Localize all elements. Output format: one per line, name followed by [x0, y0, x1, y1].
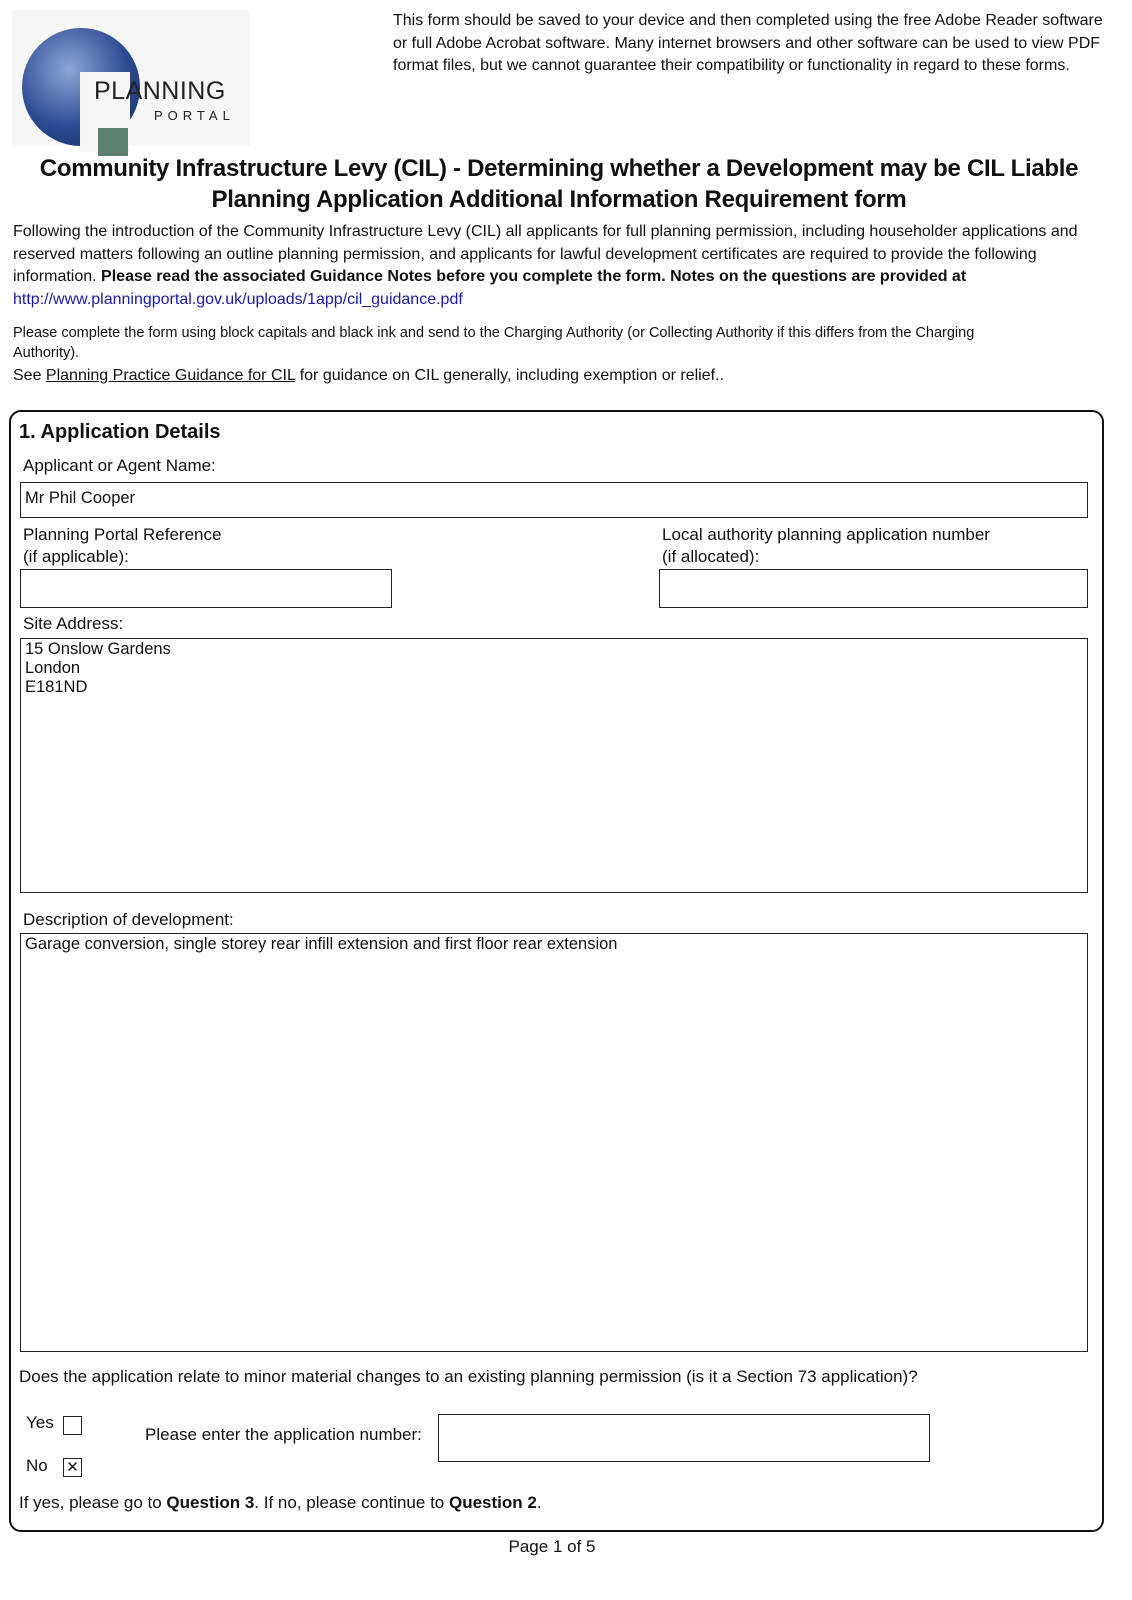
pp-reference-label: Planning Portal Reference (if applicable): [23, 525, 222, 566]
intro-text: Following the introduction of the Community Infrastructure Levy (CIL) all applicants for full planning permission, including householder applications and reserved matters following an outline planning permission, and applicants for lawful development certificates are required to provide the following information. [13, 223, 1078, 285]
software-notice: This form should be saved to your device and then completed using the free Adobe Reader software or full Adobe Acrobat software. Many internet browsers and other software can be used to view PDF format files, but we cannot guarantee their compatibility or functionality in regard to these forms. [393, 12, 1103, 74]
note-c: . If no, please continue to [254, 1493, 449, 1512]
section73-question: Does the application relate to minor material changes to an existing planning permission (is it a Section 73 application)? [19, 1367, 918, 1386]
no-label: No [26, 1456, 48, 1475]
description-label: Description of development: [23, 910, 234, 929]
applicant-label: Applicant or Agent Name: [23, 456, 216, 475]
yes-checkbox[interactable] [63, 1416, 82, 1435]
app-number-input[interactable] [438, 1414, 930, 1462]
see-guidance [13, 365, 1105, 388]
note-e: . [536, 1493, 542, 1512]
instructions: Please complete the form using block capitals and black ink and send to the Charging Authority (or Collecting Authority if this differs from the Charging Authority). [13, 325, 975, 361]
section-heading: 1. Application Details [19, 421, 221, 443]
note-a: If yes, please go to [19, 1493, 167, 1512]
form-title: Community Infrastructure Levy (CIL) - Determining whether a Development may be CIL Liable [39, 155, 1079, 182]
see-prefix: See [13, 367, 46, 384]
intro-paragraph [13, 221, 1105, 311]
logo-subtext: PORTAL [154, 108, 235, 123]
intro-bold: Please read the associated Guidance Notes before you complete the form. Notes on the questions are provided at [101, 268, 967, 285]
header-flow [13, 153, 1105, 388]
next-question-note [19, 1492, 542, 1514]
no-checkbox[interactable]: ✕ [63, 1458, 82, 1477]
applicant-name-input[interactable]: Mr Phil Cooper [20, 482, 1088, 518]
logo-text: PLANNING [94, 77, 226, 105]
pp-reference-input[interactable] [20, 569, 392, 608]
site-address-label: Site Address: [23, 614, 124, 633]
la-number-input[interactable] [659, 569, 1088, 608]
description-input[interactable]: Garage conversion, single storey rear infill extension and first floor rear extension [20, 933, 1088, 1352]
note-q3: Question 3 [166, 1493, 255, 1512]
yes-label: Yes [26, 1413, 54, 1432]
form-subtitle: Planning Application Additional Information Requirement form [211, 186, 907, 213]
planning-portal-logo [12, 10, 250, 146]
page-number: Page 1 of 5 [508, 1537, 596, 1556]
guidance-link[interactable]: http://www.planningportal.gov.uk/uploads/1app/cil_guidance.pdf [13, 290, 463, 308]
la-number-label: Local authority planning application number (if allocated): [662, 525, 990, 566]
ppg-link[interactable]: Planning Practice Guidance for CIL [45, 367, 296, 384]
site-address-input[interactable]: 15 Onslow Gardens London E181ND [20, 638, 1088, 893]
app-number-label: Please enter the application number: [145, 1425, 422, 1444]
note-q2: Question 2 [448, 1493, 537, 1512]
see-suffix: for guidance on CIL generally, including exemption or relief.. [295, 367, 724, 384]
